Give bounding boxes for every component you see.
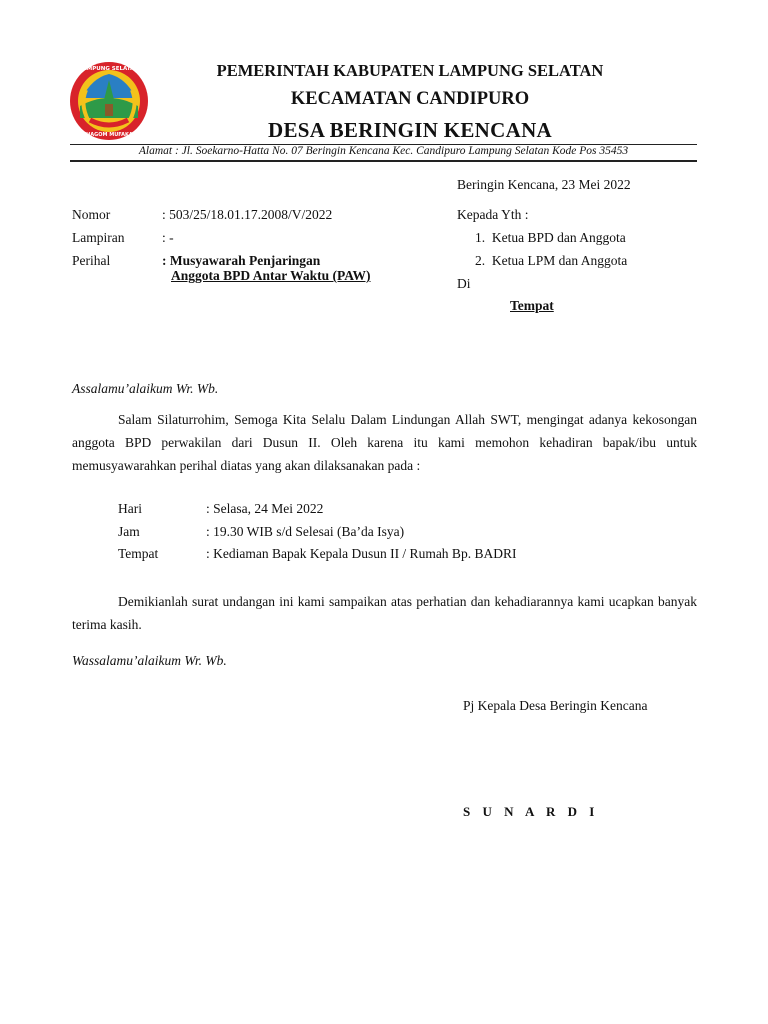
detail-value-tempat: : Kediaman Bapak Kepala Dusun II / Rumah Bp. BADRI <box>206 546 517 561</box>
detail-label-hari: Hari <box>118 501 142 516</box>
body-paragraph-2: Demikianlah surat undangan ini kami sampaikan atas perhatian dan kehadiarannya kami ucapkan banyak terima kasih. <box>72 594 697 632</box>
detail-value-hari: : Selasa, 24 Mei 2022 <box>206 501 324 516</box>
body-paragraph-1: Salam Silaturrohim, Semoga Kita Selalu Dalam Lindungan Allah SWT, mengingat adanya kekosongan anggota BPD perwakilan dari Dusun II. Oleh karena itu kami memohon kehadiran bapak/ibu untuk memusyawarahkan perihal diatas yang akan dilaksanakan pada : <box>72 412 697 473</box>
recipient-item-number: 1. <box>475 230 486 245</box>
perihal-value-line2: Anggota BPD Antar Waktu (PAW) <box>171 268 371 283</box>
nomor-value: : 503/25/18.01.17.2008/V/2022 <box>162 207 333 222</box>
perihal-value-line1: : Musyawarah Penjaringan <box>162 253 321 268</box>
nomor-label: Nomor <box>72 207 111 222</box>
logo-top-text: LAMPUNG SELATAN <box>78 66 140 72</box>
letterhead-government: PEMERINTAH KABUPATEN LAMPUNG SELATAN <box>216 61 604 80</box>
recipient-kepada: Kepada Yth : <box>457 207 529 222</box>
recipient-item <box>475 230 626 246</box>
recipient-item-number: 2. <box>475 253 486 268</box>
detail-label-jam: Jam <box>118 524 140 539</box>
detail-value-jam: : 19.30 WIB s/d Selesai (Ba’da Isya) <box>206 524 405 539</box>
recipient-tempat: Tempat <box>510 298 554 313</box>
perihal-value <box>162 253 371 283</box>
recipient-item-text: Ketua LPM dan Anggota <box>491 253 628 268</box>
recipient-di: Di <box>457 276 471 291</box>
signature-name: S U N A R D I <box>463 804 599 819</box>
logo-bottom-text: KHAGOM MUFAKAT <box>82 132 136 138</box>
lampung-selatan-emblem-logo <box>68 60 150 142</box>
letter-date: Beringin Kencana, 23 Mei 2022 <box>457 177 631 192</box>
letterhead-village: DESA BERINGIN KENCANA <box>267 118 553 142</box>
letterhead-district: KECAMATAN CANDIPURO <box>290 89 530 109</box>
recipient-item <box>475 253 627 269</box>
signature-title: Pj Kepala Desa Beringin Kencana <box>463 698 648 713</box>
perihal-label: Perihal <box>72 253 111 268</box>
lampiran-value: : - <box>162 230 174 245</box>
detail-label-tempat: Tempat <box>118 546 159 561</box>
recipient-item-text: Ketua BPD dan Anggota <box>491 230 626 245</box>
greeting: Assalamu’alaikum Wr. Wb. <box>72 381 219 396</box>
lampiran-label: Lampiran <box>72 230 125 245</box>
closing-greeting: Wassalamu’alaikum Wr. Wb. <box>72 653 227 668</box>
letterhead-rule-bottom <box>70 160 697 162</box>
letterhead-address: Alamat : Jl. Soekarno-Hatta No. 07 Beringin Kencana Kec. Candipuro Lampung Selatan Kode Pos 35453 <box>138 145 629 157</box>
